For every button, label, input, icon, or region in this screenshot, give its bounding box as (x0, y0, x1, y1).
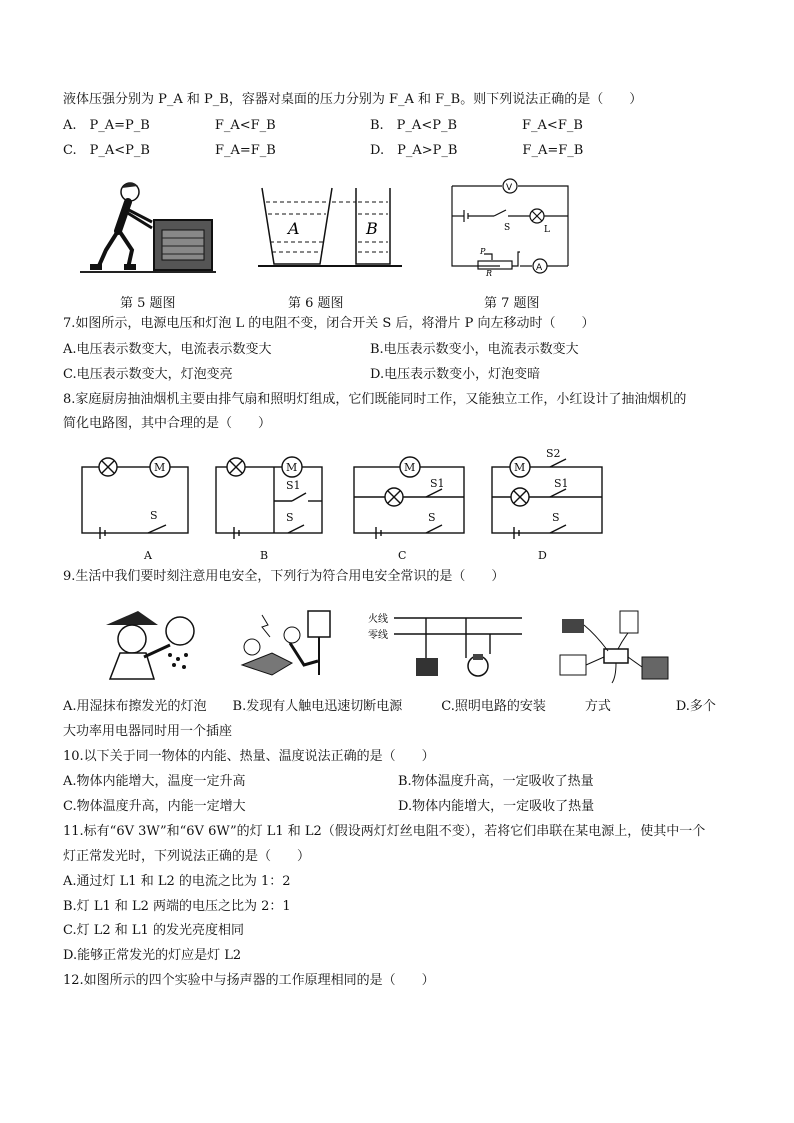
circuit-a-motor-label: M (154, 461, 166, 474)
q6-stem-tail: 液体压强分别为 P_A 和 P_B，容器对桌面的压力分别为 F_A 和 F_B。则下列说法正确的是（ ） (63, 92, 643, 107)
circuit-d-switch-s2-label: S2 (546, 447, 561, 460)
q7-option-d: D.电压表示数变小，灯泡变暗 (370, 367, 541, 382)
figure-5-caption: 第 5 题图 (120, 296, 176, 311)
figure-5-boy-pushing-box (78, 176, 218, 276)
figure-6-containers (258, 184, 402, 270)
circuit-c-label: C (398, 549, 407, 562)
q10-stem: 10.以下关于同一物体的内能、热量、温度说法正确的是（ ） (63, 749, 435, 764)
q9-illustration-c-lighting-circuit (366, 610, 526, 686)
q6-option-c: C. P_A<P_B F_A=F_B (63, 143, 276, 158)
q12-stem: 12.如图所示的四个实验中与扬声器的工作原理相同的是（ ） (63, 973, 435, 988)
q9-illustration-a-wet-cloth (100, 605, 210, 685)
circuit-d-switch-label: S (552, 511, 560, 524)
q10-option-a: A.物体内能增大，温度一定升高 (63, 774, 246, 789)
q11-option-c: C.灯 L2 和 L1 的发光亮度相同 (63, 923, 244, 938)
q11-stem-line1: 11.标有“6V 3W”和“6V 6W”的灯 L1 和 L2（假设两灯灯丝电阻不变），若将它们串联在某电源上，使其中一个 (63, 824, 706, 839)
q6-option-a: A. P_A=P_B F_A<F_B (63, 118, 276, 133)
rheostat-r-label: R (486, 269, 493, 276)
q10-option-d: D.物体内能增大，一定吸收了热量 (398, 799, 595, 814)
ammeter-symbol: A (536, 263, 543, 273)
container-b-label: B (366, 219, 378, 238)
q7-option-a: A.电压表示数变大，电流表示数变大 (63, 342, 272, 357)
q9-illustration-b-electric-shock (232, 605, 342, 685)
circuit-a-switch-label: S (150, 509, 158, 522)
q7-stem: 7.如图所示，电源电压和灯泡 L 的电阻不变，闭合开关 S 后，将滑片 P 向左移动时（ ） (63, 316, 595, 331)
q6-option-d: D. P_A>P_B F_A=F_B (370, 143, 584, 158)
slider-p-label: P (480, 247, 486, 256)
lamp-l-label: L (544, 225, 550, 235)
figure-7-circuit (446, 176, 576, 276)
circuit-b-label: B (260, 549, 269, 562)
q11-stem-line2: 灯正常发光时，下列说法正确的是（ ） (63, 849, 311, 864)
switch-s-label: S (504, 223, 511, 233)
q11-option-b: B.灯 L1 和 L2 两端的电压之比为 2：1 (63, 899, 291, 914)
circuit-d-switch-s1-label: S1 (554, 477, 569, 490)
live-wire-label: 火线 (368, 614, 388, 625)
q11-option-a: A.通过灯 L1 和 L2 的电流之比为 1：2 (63, 874, 291, 889)
q11-option-d: D.能够正常发光的灯应是灯 L2 (63, 948, 242, 963)
q9-illustration-d-overloaded-socket (556, 605, 676, 687)
q9-options-line2: 大功率用电器同时用一个插座 (63, 724, 233, 739)
circuit-b-motor-label: M (286, 461, 298, 474)
q7-option-c: C.电压表示数变大，灯泡变亮 (63, 367, 233, 382)
figure-6-caption: 第 6 题图 (288, 296, 344, 311)
circuit-c-switch-s1-label: S1 (430, 477, 445, 490)
q8-stem-line2: 简化电路图，其中合理的是（ ） (63, 416, 272, 431)
q6-option-b: B. P_A<P_B F_A<F_B (370, 118, 583, 133)
circuit-b-switch-s1-label: S1 (286, 479, 301, 492)
circuit-c-switch-label: S (428, 511, 436, 524)
circuit-b-switch-label: S (286, 511, 294, 524)
q8-stem-line1: 8.家庭厨房抽油烟机主要由排气扇和照明灯组成，它们既能同时工作，又能独立工作，小红设计了抽油烟机的 (63, 392, 687, 407)
q7-option-b: B.电压表示数变小，电流表示数变大 (370, 342, 579, 357)
circuit-c-motor-label: M (404, 461, 416, 474)
figure-7-caption: 第 7 题图 (484, 296, 540, 311)
q10-option-c: C.物体温度升高，内能一定增大 (63, 799, 246, 814)
container-a-label: A (288, 219, 300, 238)
neutral-wire-label: 零线 (368, 630, 388, 641)
q9-options-line1: A.用湿抹布擦发光的灯泡 B.发现有人触电迅速切断电源 C.照明电路的安装 方式 D.多个 (63, 699, 716, 714)
circuit-a-label: A (144, 549, 152, 562)
circuit-d-label: D (538, 549, 547, 562)
q8-circuit-diagrams (74, 445, 620, 563)
circuit-d-motor-label: M (514, 461, 526, 474)
q10-option-b: B.物体温度升高，一定吸收了热量 (398, 774, 594, 789)
voltmeter-symbol: V (506, 183, 513, 193)
q9-stem: 9.生活中我们要时刻注意用电安全，下列行为符合用电安全常识的是（ ） (63, 569, 505, 584)
